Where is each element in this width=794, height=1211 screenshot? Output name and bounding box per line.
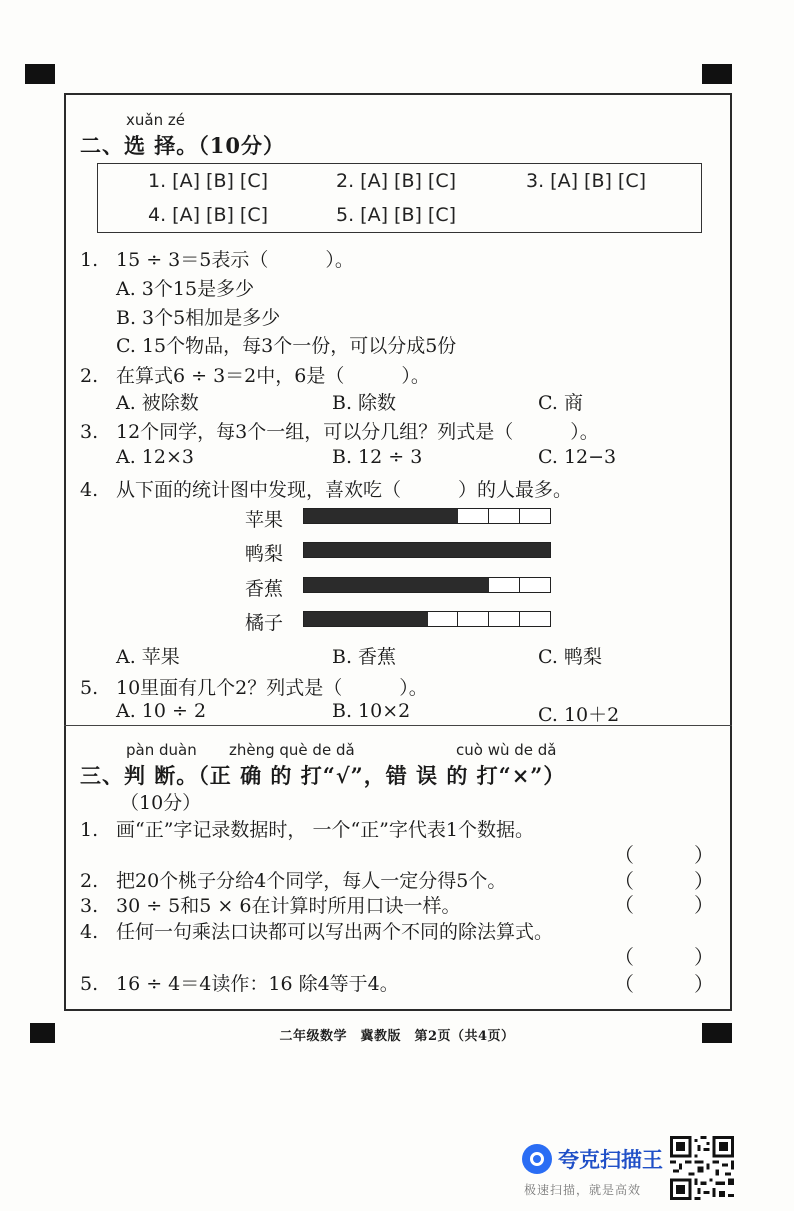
item-text: 把20个桃子分给4个同学，每人一定分得5个。 — [116, 870, 507, 892]
item-number: 3. — [80, 895, 99, 917]
bar-cell-filled — [335, 509, 366, 523]
bar-cell-empty — [428, 612, 459, 626]
judge-item-4 — [80, 917, 553, 944]
bar-cell-filled — [304, 612, 335, 626]
bar-cell-filled — [366, 543, 397, 557]
q5-option-a: A. 10 ÷ 2 — [116, 700, 207, 722]
q2-option-b: B. 除数 — [332, 392, 397, 414]
section3-pinyin-1: pàn duàn — [126, 741, 197, 759]
bar-cell-empty — [458, 612, 489, 626]
bar-cell-filled — [520, 543, 550, 557]
item-text: 30 ÷ 5和5 × 6在计算时所用口诀一样。 — [116, 895, 461, 917]
bar-cell-filled — [304, 509, 335, 523]
bar-cell-filled — [458, 543, 489, 557]
qr-code-icon — [670, 1136, 734, 1200]
bar-label: 鸭梨 — [245, 543, 284, 565]
bar-cell-filled — [458, 578, 489, 592]
question-number: 4. — [80, 479, 99, 501]
section2-pinyin: xuǎn zé — [126, 111, 185, 129]
answer-paren-1[interactable]: （ ） — [614, 843, 714, 867]
item-number: 1. — [80, 819, 99, 841]
question-2 — [80, 361, 430, 388]
bar-cell-filled — [428, 578, 459, 592]
item-text: 任何一句乘法口诀都可以写出两个不同的除法算式。 — [116, 921, 554, 943]
bar-cell-filled — [366, 612, 397, 626]
q2-option-a: A. 被除数 — [116, 392, 199, 414]
section3-score: （10分） — [120, 792, 202, 814]
item-number: 2. — [80, 870, 99, 892]
bar-cell-filled — [304, 543, 335, 557]
bar-row-4 — [303, 611, 551, 627]
bar-cell-filled — [397, 543, 428, 557]
q3-option-b: B. 12 ÷ 3 — [332, 446, 423, 468]
bar-cell-filled — [397, 612, 428, 626]
bar-cell-filled — [366, 509, 397, 523]
question-1 — [80, 245, 354, 272]
section3-pinyin-2: zhèng què de dǎ — [229, 741, 355, 759]
question-stem: 10里面有几个2？列式是（ ）。 — [116, 677, 428, 699]
bar-cell-empty — [520, 612, 550, 626]
bar-cell-filled — [304, 578, 335, 592]
bar-row-3 — [303, 577, 551, 593]
q1-option-a: A. 3个15是多少 — [116, 278, 255, 300]
question-stem: 15 ÷ 3＝5表示（ ）。 — [116, 249, 354, 271]
bar-row-1 — [303, 508, 551, 524]
q5-option-c: C. 10＋2 — [538, 704, 620, 726]
section3-pinyin-3: cuò wù de dǎ — [456, 741, 557, 759]
question-stem: 从下面的统计图中发现，喜欢吃（ ）的人最多。 — [116, 479, 573, 501]
scanner-logo-icon — [522, 1144, 552, 1174]
page-footer: 二年级数学 冀教版 第2页（共4页） — [279, 1029, 515, 1044]
q1-option-c: C. 15个物品，每3个一份，可以分成5份 — [116, 335, 457, 357]
item-number: 4. — [80, 921, 99, 943]
q3-option-a: A. 12×3 — [116, 446, 194, 468]
bar-label: 苹果 — [245, 509, 284, 531]
question-number: 1. — [80, 249, 99, 271]
bar-cell-filled — [335, 543, 366, 557]
section3-title: 三、判 断。（正 确 的 打“√”，错 误 的 打“×”） — [80, 763, 566, 788]
section2-title: 二、选 择。（10分） — [80, 133, 286, 158]
bar-row-2 — [303, 542, 551, 558]
judge-item-1 — [80, 815, 534, 842]
q4-option-a: A. 苹果 — [116, 646, 180, 668]
question-number: 3. — [80, 421, 99, 443]
question-number: 2. — [80, 365, 99, 387]
q2-option-c: C. 商 — [538, 392, 583, 414]
answer-choice-2[interactable]: 2. [A] [B] [C] — [336, 170, 457, 192]
bar-cell-filled — [335, 612, 366, 626]
answer-paren-2[interactable]: （ ） — [614, 869, 714, 893]
answer-choice-1[interactable]: 1. [A] [B] [C] — [148, 170, 269, 192]
q5-option-b: B. 10×2 — [332, 700, 411, 722]
item-text: 画“正”字记录数据时， 一个“正”字代表1个数据。 — [116, 819, 534, 841]
question-stem: 12个同学，每3个一组，可以分几组？列式是（ ）。 — [116, 421, 599, 443]
bar-cell-empty — [489, 509, 520, 523]
watermark-title: 夸克扫描王 — [558, 1148, 663, 1172]
bar-cell-empty — [520, 578, 550, 592]
judge-item-5 — [80, 969, 399, 996]
registration-mark-top-right — [702, 64, 732, 84]
bar-cell-filled — [366, 578, 397, 592]
bar-label: 橘子 — [245, 612, 284, 634]
bar-cell-filled — [428, 543, 459, 557]
section-divider — [64, 725, 732, 726]
question-5 — [80, 673, 428, 700]
answer-paren-4[interactable]: （ ） — [614, 945, 714, 969]
q3-option-c: C. 12−3 — [538, 446, 617, 468]
answer-paren-3[interactable]: （ ） — [614, 893, 714, 917]
answer-choice-5[interactable]: 5. [A] [B] [C] — [336, 204, 457, 226]
question-3 — [80, 417, 599, 444]
judge-item-2 — [80, 866, 506, 893]
judge-item-3 — [80, 891, 460, 918]
answer-choice-4[interactable]: 4. [A] [B] [C] — [148, 204, 269, 226]
question-stem: 在算式6 ÷ 3＝2中，6是（ ）。 — [116, 365, 430, 387]
bar-cell-empty — [489, 612, 520, 626]
bar-cell-empty — [489, 578, 520, 592]
watermark-subtitle: 极速扫描，就是高效 — [524, 1183, 642, 1197]
bar-cell-filled — [335, 578, 366, 592]
item-number: 5. — [80, 973, 99, 995]
answer-paren-5[interactable]: （ ） — [614, 972, 714, 996]
q4-option-c: C. 鸭梨 — [538, 646, 602, 668]
item-text: 16 ÷ 4＝4读作：16 除4等于4。 — [116, 973, 399, 995]
q1-option-b: B. 3个5相加是多少 — [116, 307, 281, 329]
question-4 — [80, 475, 572, 502]
registration-mark-top-left — [25, 64, 55, 84]
bar-cell-filled — [397, 509, 428, 523]
bar-cell-empty — [520, 509, 550, 523]
answer-choice-3[interactable]: 3. [A] [B] [C] — [526, 170, 647, 192]
q4-option-b: B. 香蕉 — [332, 646, 397, 668]
bar-cell-filled — [428, 509, 459, 523]
bar-cell-filled — [397, 578, 428, 592]
bar-cell-filled — [489, 543, 520, 557]
bar-label: 香蕉 — [245, 578, 284, 600]
bar-cell-empty — [458, 509, 489, 523]
question-number: 5. — [80, 677, 99, 699]
